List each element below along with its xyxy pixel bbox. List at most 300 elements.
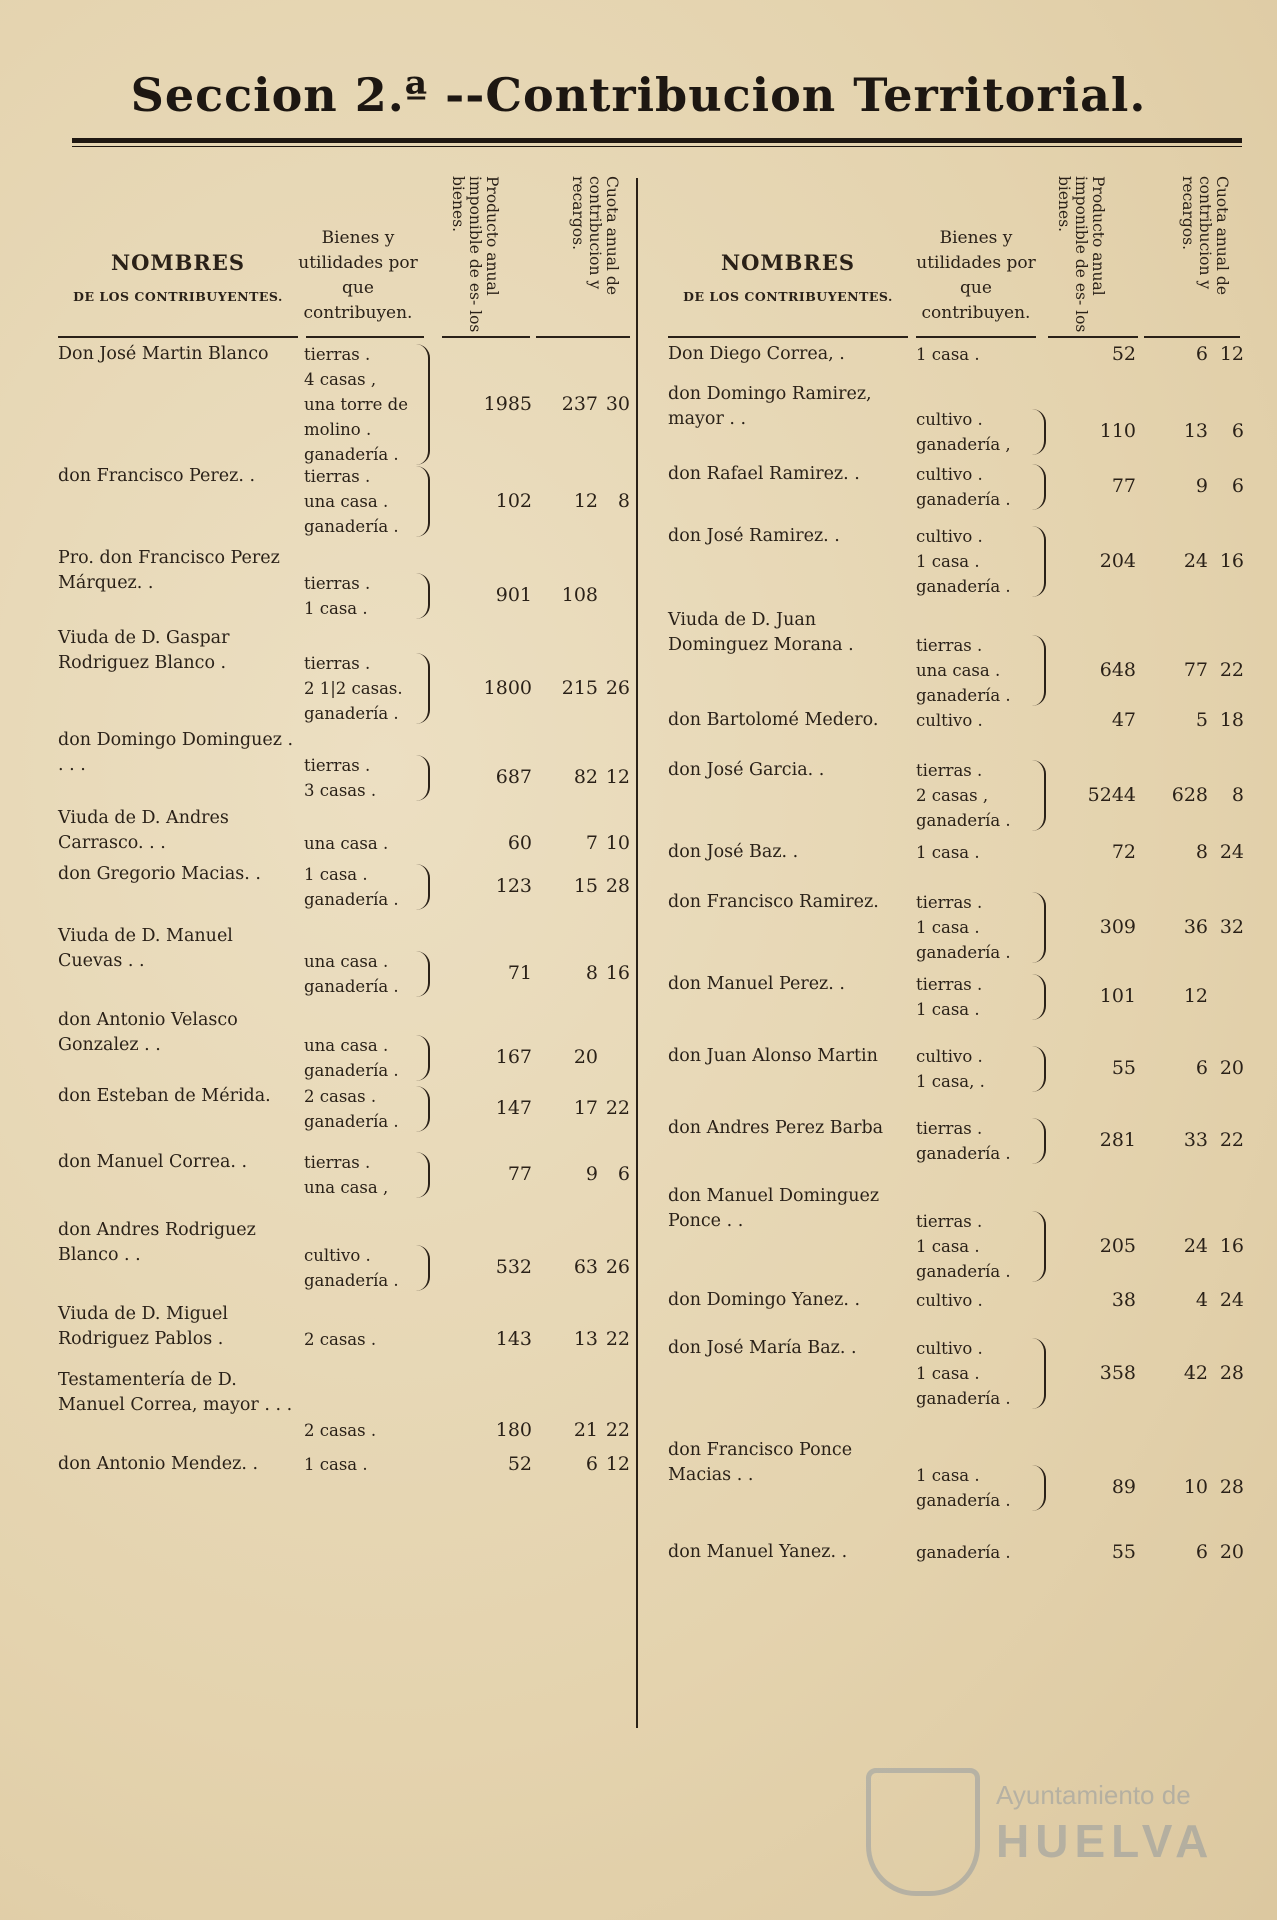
recargo-value: 26 <box>605 676 630 699</box>
goods-item: ganadería . <box>916 686 1011 705</box>
recargo-value: 22 <box>605 1327 630 1350</box>
product-value: 648 <box>1099 658 1136 681</box>
cuota-value: 6 <box>585 1452 598 1475</box>
goods-list <box>916 1209 1034 1284</box>
contributor-name: don Andres Perez Barba <box>668 1118 884 1138</box>
table-row <box>668 972 1240 1044</box>
table-row <box>58 626 628 728</box>
producto-header: Producto anual imponible de es- los bienes. <box>449 176 501 333</box>
recargo-value: 26 <box>605 1256 630 1278</box>
goods-list <box>304 1033 422 1083</box>
table-row <box>58 862 628 924</box>
cuota-value: 5 <box>1195 708 1208 731</box>
recargo-value: 32 <box>1219 915 1244 938</box>
names-header: NOMBRES DE LOS CONTRIBUYENTES. <box>683 250 893 304</box>
goods-list <box>916 462 1034 512</box>
contributor-name: don Esteban de Mérida. <box>58 1086 271 1106</box>
goods-item: molino . <box>304 420 372 439</box>
goods-list <box>916 1044 1034 1094</box>
contributor-name: don Rafael Ramirez. . <box>668 464 860 484</box>
product-value: 167 <box>495 1046 532 1068</box>
cuota-value: 15 <box>573 875 598 897</box>
brace-mark <box>416 951 430 997</box>
goods-list <box>916 1463 1034 1513</box>
goods-item: cultivo . <box>916 1047 983 1066</box>
recargo-value: 8 <box>617 489 630 512</box>
product-value: 52 <box>1111 342 1136 365</box>
product-value: 38 <box>1111 1288 1136 1311</box>
contributor-name: Viuda de D. Andres Carrasco. . . <box>58 808 229 853</box>
names-header: NOMBRES DE LOS CONTRIBUYENTES. <box>73 250 283 304</box>
header-underline <box>668 336 908 338</box>
cuota-value: 628 <box>1171 783 1208 806</box>
bienes-header: Bienes y utilidades por que contribuyen. <box>298 228 418 323</box>
recargo-value: 28 <box>1219 1476 1244 1498</box>
goods-list <box>916 840 1034 865</box>
table-row <box>58 1452 628 1492</box>
table-row <box>668 342 1244 382</box>
goods-item: tierras . <box>916 761 983 780</box>
product-value: 89 <box>1111 1476 1136 1498</box>
goods-list <box>304 1327 422 1352</box>
watermark-logo <box>866 1768 1246 1888</box>
contributor-name: don Domingo Ramirez, mayor . . <box>668 384 872 429</box>
cuota-value: 108 <box>561 584 598 606</box>
product-value: 205 <box>1099 1234 1136 1257</box>
table-row <box>668 1540 1244 1580</box>
contributor-name: don José María Baz. . <box>668 1338 857 1358</box>
contributor-name: don Francisco Ponce Macias . . <box>668 1440 853 1485</box>
goods-list <box>304 753 422 803</box>
goods-item: 1 casa . <box>916 1466 980 1485</box>
product-value: 60 <box>507 831 532 854</box>
goods-list <box>916 524 1034 599</box>
product-value: 101 <box>1099 985 1136 1007</box>
goods-item: ganadería . <box>916 1543 1011 1562</box>
left-rows <box>58 342 628 1492</box>
goods-item: 1 casa . <box>916 1364 980 1383</box>
contributor-name: don Manuel Yanez. . <box>668 1542 848 1562</box>
goods-list <box>916 708 1034 733</box>
cuota-header: Cuota anual de contribucion y recargos. <box>569 176 621 295</box>
table-row <box>58 806 628 862</box>
table-row <box>668 382 1244 462</box>
contributor-name: don José Ramirez. . <box>668 526 840 546</box>
table-row <box>668 1044 1244 1116</box>
goods-list <box>916 1288 1034 1313</box>
recargo-value: 8 <box>1231 783 1244 806</box>
table-row <box>668 1116 1244 1184</box>
recargo-value: 22 <box>605 1418 630 1441</box>
goods-item: una casa . <box>304 492 389 511</box>
goods-item: una casa . <box>304 952 389 971</box>
brace-mark <box>416 573 430 619</box>
goods-item: ganadería . <box>304 1271 399 1290</box>
recargo-value: 16 <box>1219 549 1244 572</box>
goods-item: tierras . <box>304 467 371 486</box>
watermark-line1: Ayuntamiento de <box>996 1780 1191 1810</box>
product-value: 47 <box>1111 708 1136 731</box>
watermark-line2: HUELVA <box>996 1815 1215 1867</box>
goods-item: ganadería . <box>916 943 1011 962</box>
cuota-value: 17 <box>573 1097 598 1119</box>
recargo-value: 20 <box>1219 1057 1244 1079</box>
cuota-value: 7 <box>585 831 598 854</box>
contributor-name: Don José Martin Blanco <box>58 344 269 364</box>
goods-item: ganadería . <box>916 1389 1011 1408</box>
goods-list <box>304 1452 422 1477</box>
goods-item: 1 casa . <box>916 1000 980 1019</box>
cuota-value: 36 <box>1183 915 1208 938</box>
goods-item: 1 casa . <box>304 599 368 618</box>
product-value: 901 <box>495 584 532 606</box>
cuota-value: 13 <box>1183 420 1208 442</box>
column-separator <box>636 178 638 1728</box>
product-value: 358 <box>1099 1361 1136 1384</box>
contributor-name: don Juan Alonso Martin <box>668 1046 878 1066</box>
title-rule-thin <box>72 146 1242 147</box>
cuota-value: 237 <box>561 392 598 415</box>
product-value: 147 <box>495 1097 532 1119</box>
goods-item: cultivo . <box>916 711 983 730</box>
goods-list <box>916 1540 1034 1565</box>
cuota-value: 6 <box>1195 1057 1208 1079</box>
goods-list <box>304 831 422 856</box>
producto-header: Producto anual imponible de es- los bienes. <box>1055 176 1107 333</box>
left-table <box>58 170 628 1492</box>
goods-item: cultivo . <box>916 1339 983 1358</box>
contributor-name: don Andres Rodriguez Blanco . . <box>58 1220 256 1265</box>
header-underline <box>1144 336 1240 338</box>
brace-mark <box>1032 892 1046 963</box>
goods-item: ganadería . <box>304 890 399 909</box>
goods-item: ganadería . <box>304 977 399 996</box>
header-underline <box>1048 336 1138 338</box>
goods-item: 2 casas . <box>304 1330 377 1349</box>
table-row <box>58 1302 628 1368</box>
goods-item: cultivo . <box>916 1291 983 1310</box>
contributor-name: don Gregorio Macias. . <box>58 864 261 884</box>
header-underline <box>536 336 630 338</box>
product-value: 5244 <box>1087 783 1136 806</box>
recargo-value: 22 <box>605 1097 630 1119</box>
brace-mark <box>1032 1338 1046 1409</box>
table-row <box>668 1438 1244 1540</box>
product-value: 102 <box>495 489 532 512</box>
table-row <box>58 1084 628 1150</box>
recargo-value: 10 <box>605 831 630 854</box>
table-row <box>668 524 1244 608</box>
contributor-name: don Manuel Dominguez Ponce . . <box>668 1186 880 1231</box>
product-value: 143 <box>495 1327 532 1350</box>
goods-list <box>304 1150 422 1200</box>
table-row <box>668 708 1244 758</box>
goods-item: ganadería . <box>916 1491 1011 1510</box>
cuota-value: 77 <box>1183 658 1208 681</box>
goods-item: 2 casas . <box>304 1421 377 1440</box>
contributor-name: don Francisco Perez. . <box>58 466 256 486</box>
goods-item: 2 casas . <box>304 1087 377 1106</box>
cuota-value: 63 <box>573 1256 598 1278</box>
contributor-name: Testamentería de D. Manuel Correa, mayor . . . <box>58 1370 293 1415</box>
product-value: 180 <box>495 1418 532 1441</box>
header-underline <box>58 336 298 338</box>
goods-item: ganadería . <box>916 1262 1011 1281</box>
table-row <box>58 924 628 1008</box>
goods-item: tierras . <box>916 1119 983 1138</box>
brace-mark <box>1032 635 1046 706</box>
recargo-value: 24 <box>1219 840 1244 863</box>
product-value: 1985 <box>483 392 532 415</box>
contributor-name: don Bartolomé Medero. <box>668 710 879 730</box>
cuota-value: 215 <box>561 676 598 699</box>
header-underline <box>442 336 530 338</box>
goods-item: ganadería . <box>916 490 1011 509</box>
goods-list <box>304 949 422 999</box>
brace-mark <box>416 466 430 537</box>
goods-item: 1 casa, . <box>916 1072 985 1091</box>
goods-item: ganadería . <box>304 1061 399 1080</box>
goods-item: ganadería . <box>304 1112 399 1131</box>
goods-list <box>304 342 422 467</box>
header-underline <box>306 336 424 338</box>
goods-item: una casa . <box>304 1036 389 1055</box>
contributor-name: Don Diego Correa, . <box>668 344 845 364</box>
product-value: 55 <box>1111 1540 1136 1563</box>
cuota-value: 9 <box>585 1163 598 1185</box>
product-value: 52 <box>507 1452 532 1475</box>
goods-item: 1 casa . <box>304 1455 368 1474</box>
product-value: 110 <box>1099 420 1136 442</box>
goods-list <box>916 1116 1034 1166</box>
brace-mark <box>416 755 430 801</box>
goods-list <box>916 633 1034 708</box>
goods-list <box>304 1418 422 1443</box>
table-row <box>668 608 1244 708</box>
brace-mark <box>1032 409 1046 455</box>
table-row <box>668 840 1244 890</box>
goods-item: 4 casas , <box>304 370 377 389</box>
cuota-value: 82 <box>573 766 598 788</box>
brace-mark <box>416 1086 430 1132</box>
goods-item: una casa , <box>304 1178 389 1197</box>
table-row <box>58 1150 628 1218</box>
recargo-value: 16 <box>605 962 630 984</box>
product-value: 687 <box>495 766 532 788</box>
goods-item: tierras . <box>304 1153 371 1172</box>
brace-mark <box>1032 1465 1046 1511</box>
cuota-value: 9 <box>1195 475 1208 497</box>
table-row <box>58 728 628 806</box>
product-value: 72 <box>1111 840 1136 863</box>
right-table-header <box>668 170 1240 342</box>
cuota-value: 8 <box>585 962 598 984</box>
recargo-value: 28 <box>605 875 630 897</box>
goods-item: 1 casa . <box>916 843 980 862</box>
recargo-value: 20 <box>1219 1540 1244 1563</box>
goods-item: ganadería . <box>916 1144 1011 1163</box>
table-row <box>668 1288 1244 1336</box>
recargo-value: 22 <box>1219 658 1244 681</box>
brace-mark <box>416 653 430 724</box>
cuota-value: 13 <box>573 1327 598 1350</box>
product-value: 71 <box>507 962 532 984</box>
table-row <box>58 342 628 464</box>
brace-mark <box>416 1152 430 1198</box>
cuota-value: 4 <box>1195 1288 1208 1311</box>
cuota-value: 10 <box>1183 1476 1208 1498</box>
goods-item: una torre de <box>304 395 409 414</box>
table-row <box>58 1008 628 1084</box>
cuota-value: 12 <box>573 489 598 512</box>
goods-item: ganadería . <box>304 517 399 536</box>
cuota-value: 8 <box>1195 840 1208 863</box>
table-row <box>668 1336 1244 1438</box>
goods-item: tierras . <box>304 756 371 775</box>
goods-item: tierras . <box>304 574 371 593</box>
shield-icon <box>866 1768 980 1896</box>
goods-item: ganadería , <box>916 435 1011 454</box>
page-title: Seccion 2.ª --Contribucion Territorial. <box>130 68 1147 122</box>
recargo-value: 24 <box>1219 1288 1244 1311</box>
goods-item: tierras . <box>304 654 371 673</box>
brace-mark <box>416 1035 430 1081</box>
cuota-value: 42 <box>1183 1361 1208 1384</box>
product-value: 1800 <box>483 676 532 699</box>
contributor-name: Viuda de D. Juan Dominguez Morana . <box>668 610 854 655</box>
contributor-name: don Manuel Correa. . <box>58 1152 248 1172</box>
table-row <box>58 1368 628 1452</box>
table-row <box>58 1218 628 1302</box>
recargo-value: 22 <box>1219 1129 1244 1151</box>
recargo-value: 16 <box>1219 1234 1244 1257</box>
goods-list <box>916 758 1034 833</box>
contributor-name: don Domingo Yanez. . <box>668 1290 861 1310</box>
goods-item: cultivo . <box>916 410 983 429</box>
contributor-name: Viuda de D. Miguel Rodriguez Pablos . <box>58 1304 228 1349</box>
goods-item: tierras . <box>916 636 983 655</box>
contributor-name: don Domingo Dominguez . . . . <box>58 730 294 775</box>
contributor-name: don Francisco Ramirez. <box>668 892 879 912</box>
table-row <box>668 1184 1244 1288</box>
contributor-name: don Manuel Perez. . <box>668 974 845 994</box>
goods-list <box>304 1243 422 1293</box>
cuota-value: 6 <box>1195 1540 1208 1563</box>
goods-list <box>304 464 422 539</box>
title-rule <box>72 138 1242 143</box>
table-row <box>668 890 1244 972</box>
goods-item: 1 casa . <box>916 345 980 364</box>
brace-mark <box>416 864 430 910</box>
goods-item: 2 1|2 casas. <box>304 679 403 698</box>
left-table-header <box>58 170 628 342</box>
product-value: 77 <box>507 1163 532 1185</box>
brace-mark <box>1032 1211 1046 1282</box>
goods-item: 1 casa . <box>916 552 980 571</box>
recargo-value: 30 <box>605 392 630 415</box>
product-value: 55 <box>1111 1057 1136 1079</box>
cuota-value: 21 <box>573 1418 598 1441</box>
goods-item: tierras . <box>916 893 983 912</box>
table-row <box>668 462 1244 524</box>
brace-mark <box>1032 526 1046 597</box>
goods-item: 1 casa . <box>916 918 980 937</box>
product-value: 309 <box>1099 915 1136 938</box>
recargo-value: 12 <box>605 1452 630 1475</box>
product-value: 204 <box>1099 549 1136 572</box>
header-underline <box>916 336 1036 338</box>
goods-list <box>304 651 422 726</box>
table-row <box>58 464 628 546</box>
goods-item: cultivo . <box>304 1246 371 1265</box>
cuota-value: 12 <box>1183 985 1208 1007</box>
goods-list <box>916 890 1034 965</box>
brace-mark <box>1032 760 1046 831</box>
goods-list <box>916 342 1034 367</box>
recargo-value: 28 <box>1219 1361 1244 1384</box>
cuota-header: Cuota anual de contribucion y recargos. <box>1179 176 1231 295</box>
brace-mark <box>1032 974 1046 1020</box>
brace-mark <box>416 1245 430 1291</box>
goods-item: 1 casa . <box>916 1237 980 1256</box>
goods-item: ganadería . <box>916 577 1011 596</box>
contributor-name: don Antonio Mendez. . <box>58 1454 259 1474</box>
goods-item: cultivo . <box>916 527 983 546</box>
goods-item: ganadería . <box>304 704 399 723</box>
goods-item: 1 casa . <box>304 865 368 884</box>
table-row <box>58 546 628 626</box>
brace-mark <box>1032 1118 1046 1164</box>
contributor-name: don José Baz. . <box>668 842 799 862</box>
goods-item: 2 casas , <box>916 786 989 805</box>
brace-mark <box>1032 464 1046 510</box>
contributor-name: don José Garcia. . <box>668 760 825 780</box>
recargo-value: 18 <box>1219 708 1244 731</box>
contributor-name: Viuda de D. Gaspar Rodriguez Blanco . <box>58 628 230 673</box>
product-value: 77 <box>1111 475 1136 497</box>
recargo-value: 12 <box>605 766 630 788</box>
goods-list <box>304 571 422 621</box>
right-rows <box>668 342 1244 1580</box>
goods-item: cultivo . <box>916 465 983 484</box>
cuota-value: 20 <box>573 1046 598 1068</box>
goods-list <box>304 1084 422 1134</box>
goods-item: tierras . <box>916 975 983 994</box>
goods-list <box>916 972 1034 1022</box>
goods-item: ganadería . <box>916 811 1011 830</box>
goods-item: una casa . <box>916 661 1001 680</box>
product-value: 281 <box>1099 1129 1136 1151</box>
table-row <box>668 758 1244 840</box>
contributor-name: Viuda de D. Manuel Cuevas . . <box>58 926 233 971</box>
cuota-value: 24 <box>1183 549 1208 572</box>
goods-item: 3 casas . <box>304 781 377 800</box>
brace-mark <box>1032 1046 1046 1092</box>
cuota-value: 33 <box>1183 1129 1208 1151</box>
goods-list <box>304 862 422 912</box>
goods-item: tierras . <box>916 1212 983 1231</box>
contributor-name: don Antonio Velasco Gonzalez . . <box>58 1010 238 1055</box>
product-value: 532 <box>495 1256 532 1278</box>
bienes-header: Bienes y utilidades por que contribuyen. <box>916 228 1036 323</box>
contributor-name: Pro. don Francisco Perez Márquez. . <box>58 548 280 593</box>
product-value: 123 <box>495 875 532 897</box>
cuota-value: 6 <box>1195 342 1208 365</box>
recargo-value: 6 <box>617 1163 630 1185</box>
recargo-value: 6 <box>1231 475 1244 497</box>
recargo-value: 6 <box>1231 420 1244 442</box>
brace-mark <box>416 344 430 465</box>
